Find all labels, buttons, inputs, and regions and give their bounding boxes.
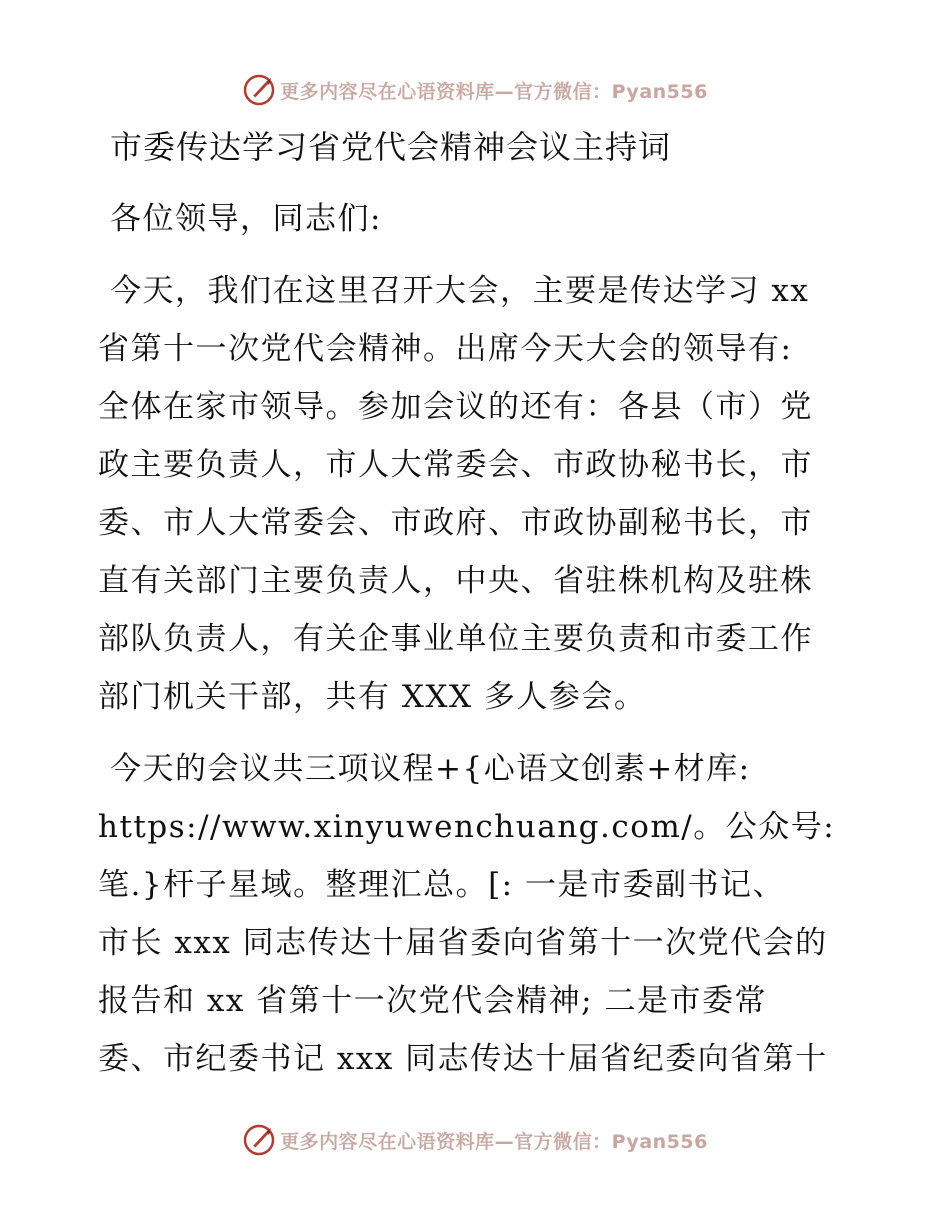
paragraph-line: 报告和 xx 省第十一次党代会精神; 二是市委常 — [98, 983, 767, 1019]
document-body — [98, 118, 850, 1088]
footer-banner-inner — [242, 1123, 708, 1157]
paragraph-line: 笔.}杆子星域。整理汇总。[: 一是市委副书记、 — [98, 867, 785, 903]
paragraph-line: 今天，我们在这里召开大会，主要是传达学习 xx — [110, 273, 810, 309]
spacer — [98, 248, 850, 262]
header-banner-text: 更多内容尽在心语资料库—官方微信：Pyan556 — [280, 80, 708, 103]
header-banner-inner — [242, 73, 708, 107]
paragraph-line: 部门机关干部，共有 XXX 多人参会。 — [98, 679, 647, 715]
paragraph-line: 省第十一次党代会精神。出席今天大会的领导有: — [98, 331, 793, 367]
footer-banner-text: 更多内容尽在心语资料库—官方微信：Pyan556 — [280, 1130, 708, 1153]
paragraph-line: 市长 xxx 同志传达十届省委向省第十一次党代会的 — [98, 925, 828, 961]
paragraph-line: https://www.xinyuwenchuang.com/。公众号: — [98, 809, 836, 845]
paragraph-line: 直有关部门主要负责人，中央、省驻株机构及驻株 — [98, 563, 813, 599]
paragraph-line: 政主要负责人，市人大常委会、市政协秘书长，市 — [98, 447, 813, 483]
paragraph-line: 委、市纪委书记 xxx 同志传达十届省纪委向省第十 — [98, 1041, 828, 1077]
spacer — [98, 726, 850, 740]
paragraph-1 — [98, 262, 850, 726]
spacer — [98, 176, 850, 190]
paragraph-line: 全体在家市领导。参加会议的还有：各县（市）党 — [98, 389, 813, 425]
document-title: 市委传达学习省党代会精神会议主持词 — [110, 128, 672, 166]
footer-banner — [0, 1120, 950, 1160]
paragraph-2 — [98, 740, 850, 1088]
header-banner — [0, 70, 950, 110]
paragraph-line: 委、市人大常委会、市政府、市政协副秘书长，市 — [98, 505, 813, 541]
paragraph-line: 部队负责人，有关企事业单位主要负责和市委工作 — [98, 621, 813, 657]
quill-pen-logo-icon — [242, 73, 276, 107]
quill-pen-logo-icon — [242, 1123, 276, 1157]
paragraph-line: 今天的会议共三项议程+{心语文创素+材库: — [110, 751, 751, 787]
greeting: 各位领导，同志们: — [110, 201, 382, 237]
